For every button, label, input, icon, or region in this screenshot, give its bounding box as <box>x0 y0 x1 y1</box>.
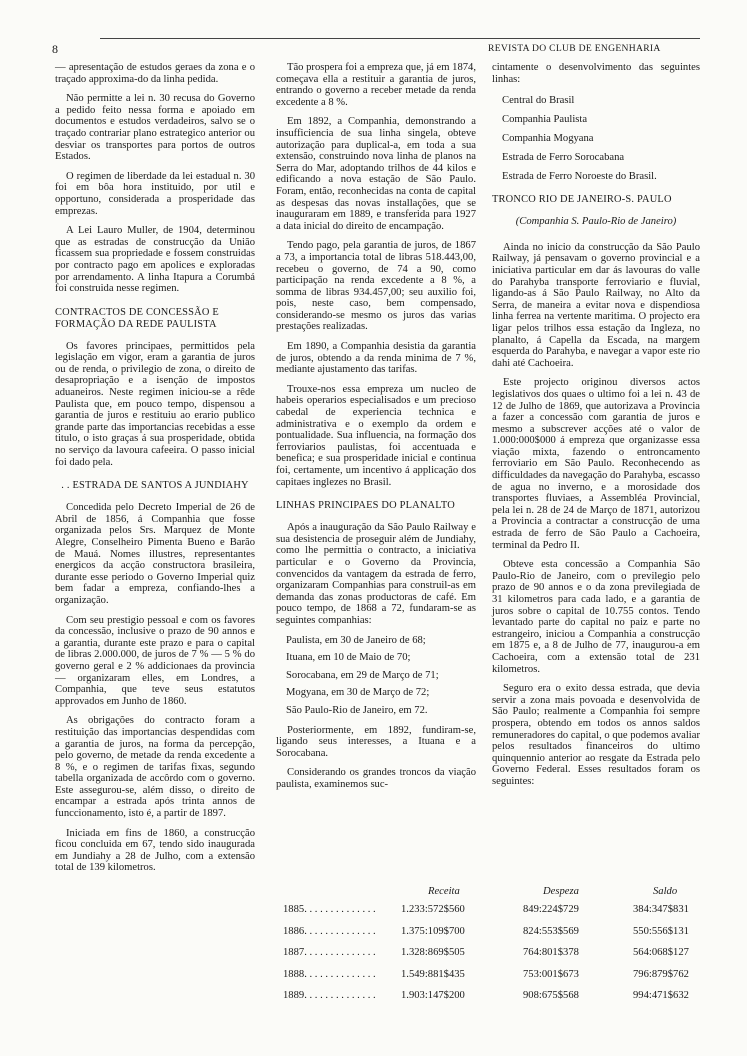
table-row <box>283 904 703 926</box>
cell-despeza: 908:675$568 <box>523 990 579 1002</box>
paragraph: Ainda no inicio da construcção da São Paulo Railway, já pensavam o governo provincial e a iniciativa particular em dar ás lavouras do valle do Parahyba transporte ferroviario e fluvial, ligando-as á São Paulo Railway, no Alto da Serra, de maneira a evitar nova e dispendiosa linha ferrea na vertente maritima. O projecto era ligar pelos trilhos essa estação da Ingleza, no planalto, á Capella da Escada, na margem esquerda do Parahyba, e navegar a vapor este rio dahi até Cachoeira. <box>492 241 700 369</box>
cell-despeza: 849:224$729 <box>523 904 579 915</box>
cell-receita: 1.233:572$560 <box>401 904 465 915</box>
cell-despeza: 764:801$378 <box>523 947 579 959</box>
list-item: Paulista, em 30 de Janeiro de 68; <box>286 634 426 646</box>
cell-saldo: 550:556$131 <box>633 925 689 937</box>
cell-receita: 1.549:881$435 <box>401 968 465 980</box>
table-header <box>283 886 703 904</box>
list-item: Sorocabana, em 29 de Março de 71; <box>286 669 439 681</box>
header-despeza: Despeza <box>543 886 579 897</box>
table-row <box>283 969 703 991</box>
cell-year: 1886. . . . . . . . . . . . . . <box>283 925 376 937</box>
railway-list <box>492 95 700 182</box>
cell-saldo: 564:068$127 <box>633 947 689 959</box>
paragraph: Este projecto originou diversos actos legislativos dos quaes o ultimo foi a lei n. 43 de 12 de Julho de 1869, que autorizava a Provincia a fazer a concessão com garantia de juros e mesmo a subscrever acções até o valor de 1.000:000$000 á empreza que organizasse essa viação mixta, fazendo o entroncamento ferroviario em São Paulo. Reconhecendo as difficuldades da navegação do Parahyba, escasso de agua no inverno, e a morosidade dos transportes fluviaes, a Assembléa Provincial, pela lei n. 28 de 24 de Março de 1871, autorizou a Provincia a contractar a construcção de uma estrada de ferro de São Paulo a Cachoeira, terminal da Pedro II. <box>492 377 700 551</box>
list-item: Ituana, em 10 de Maio de 70; <box>286 652 411 664</box>
list-item: Companhia Paulista <box>502 114 588 126</box>
column-1 <box>55 62 255 882</box>
paragraph: Trouxe-nos essa empreza um nucleo de habeis operarios especialisados e um precioso cabedal de experiencia technica e administrativa e o exemplo da ordem e pontualidade. Sua influencia, na formação dos ferroviarios paulistas, foi accentuada e benefica; e sua prosperidade inicial e continua foi, certamente, um incentivo á applicação dos capitaes inglezes no Brasil. <box>276 383 476 488</box>
table-row <box>283 947 703 969</box>
header-rule <box>100 38 700 39</box>
section-heading: LINHAS PRINCIPAES DO PLANALTO <box>276 500 455 512</box>
paragraph: Obteve esta concessão a Companhia São Paulo-Rio de Janeiro, com o previlegio pelo prazo de 90 annos e o da zona previlegiada de 31 kilometros para cada lado, e a garantia de juros sobre o capital de 10.755 contos. Tendo levantado parte do capital no paiz e parte no estrangeiro, iniciou a Companhia a construcção em 1875 e, a 8 de Julho de 77, inaugurou-a em Cachoeira, com a extensão total de 231 kilometros. <box>492 559 700 675</box>
cell-receita: 1.328:869$505 <box>401 947 465 959</box>
cell-receita: 1.375:109$700 <box>401 925 465 937</box>
company-list <box>276 635 476 717</box>
paragraph: Iniciada em fins de 1860, a construcção ficou concluida em 67, tendo sido inaugurada em Jundiahy a 28 de Julho, com a extensão total de 139 kilometros. <box>55 827 255 874</box>
cell-despeza: 753:001$673 <box>523 968 579 980</box>
header-saldo: Saldo <box>653 886 678 897</box>
cell-year: 1887. . . . . . . . . . . . . . <box>283 947 376 959</box>
paragraph: Posteriormente, em 1892, fundiram-se, ligando seus interesses, a Ituana e a Sorocabana. <box>276 724 476 759</box>
list-item: Estrada de Ferro Noroeste do Brasil. <box>502 171 657 183</box>
paragraph: As obrigações do contracto foram a restituição das importancias despendidas com a garantia de juros, na forma da percepção, pelo governo, de metade da renda excedente a 8 %, e o regimen de tarifas fixas, segundo tabella organizada de accôrdo com o governo. Este assegurou-se, além disso, o direito de encampar a estrada após trinta annos de funccionamento, isto é, a partir de 1897. <box>55 715 255 820</box>
cell-year: 1885. . . . . . . . . . . . . . <box>283 904 376 915</box>
running-header: REVISTA DO CLUB DE ENGENHARIA <box>488 43 661 54</box>
cell-receita: 1.903:147$200 <box>401 990 465 1002</box>
paragraph: Em 1890, a Companhia desistia da garantia de juros, obtendo a da renda minima de 7 %, mediante ajustamento das tarifas. <box>276 341 476 376</box>
paragraph: Concedida pelo Decreto Imperial de 26 de Abril de 1856, á Companhia que fosse organizada pelos Srs. Marquez de Monte Alegre, Conselheiro Pimenta Bueno e Barão de Mauá. Nomes illustres, representantes energicos da acção constructora brasileira, durante esse periodo o Governo Imperial quiz bem fadar a empreza, confiando-lhes a organização. <box>55 502 255 606</box>
paragraph: Após a inauguração da São Paulo Railway e sua desistencia de proseguir além de Jundiahy, como lhe permittia o contracto, a iniciativa particular e o Governo da Provincia, convencidos da vantagem da estrada de ferro, organizaram Companhias para construil-as em demanda das zonas productoras de café. Em pouco tempo, de 1868 a 72, fundaram-se as seguintes companhias: <box>276 522 476 626</box>
header-receita: Receita <box>428 886 460 897</box>
paragraph: Os favores principaes, permittidos pela legislação em vigor, eram a garantia de juros ou de renda, o privilegio de zona, o direito de desapropriação e a isenção de impostos aduaneiros. Neste regimen iniciou-se a rêde Paulista que, em pouco tempo, dispensou a garantia de juros e restituiu ao erario publico grande parte das importancias recebidas a esse titulo, o isto graças á sua prosperidade, obtida no serviço da lavoura cafeeira. O passo inicial foi dado pela. <box>55 340 255 468</box>
paragraph: Tendo pago, pela garantia de juros, de 1867 a 73, a importancia total de libras 518.443,00, recebeu o governo, de 74 a 90, como participação na renda excedente a 8 %, a somma de libras 934.457,00; seu auxilio foi, pois, neste caso, bem compensado, considerando-se mesmo os juros das varias prestações realizadas. <box>276 240 476 333</box>
section-heading: CONTRACTOS DE CONCESSÃO E FORMAÇÃO DA REDE PAULISTA <box>55 306 219 330</box>
cell-saldo: 796:879$762 <box>633 968 689 980</box>
section-heading: TRONCO RIO DE JANEIRO-S. PAULO <box>492 194 672 206</box>
column-2 <box>276 62 476 798</box>
table-row <box>283 926 703 948</box>
paragraph: A Lei Lauro Muller, de 1904, determinou que as estradas de construcção da União ficassem sua propriedade e fossem construidas por contracto pago em apolices e exploradas por arrendamento. A linha Itapura a Corumbá foi construida nesse regimen. <box>55 225 255 295</box>
paragraph: Tão prospera foi a empreza que, já em 1874, começava ella a restituir a garantia de juros, entrando o governo a receber metade da renda excedente a 8 %. <box>276 62 476 108</box>
table-row <box>283 990 703 1012</box>
financial-table <box>283 886 703 1012</box>
cell-year: 1888. . . . . . . . . . . . . . <box>283 968 376 980</box>
paragraph: — apresentação de estudos geraes da zona e o traçado approxima-do da linha pedida. <box>55 62 255 85</box>
cell-saldo: 384:347$831 <box>633 904 689 915</box>
paragraph: cintamente o desenvolvimento das seguintes linhas: <box>492 62 700 85</box>
list-item: São Paulo-Rio de Janeiro, em 72. <box>286 704 428 716</box>
list-item: Central do Brasil <box>502 95 575 107</box>
section-heading: . . ESTRADA DE SANTOS A JUNDIAHY <box>61 480 249 492</box>
list-item: Companhia Mogyana <box>502 133 594 145</box>
paragraph: Considerando os grandes troncos da viação paulista, examinemos suc- <box>276 767 476 790</box>
cell-saldo: 994:471$632 <box>633 990 689 1002</box>
paragraph: Não permitte a lei n. 30 recusa do Governo a pedido feito nessa forma e apoiado em documentos e estudos verdadeiros, salvo se o traçado contrariar plano estrategico anterior ou desviar os transportes para portos de outros Estados. <box>55 93 255 163</box>
paragraph: O regimen de liberdade da lei estadual n. 30 foi em bôa hora instituido, por util e opportuno, considerada a prosperidade das emprezas. <box>55 170 255 217</box>
column-3 <box>492 62 700 796</box>
paragraph: Com seu prestigio pessoal e com os favores da concessão, inclusive o prazo de 90 annos e a garantia, durante este prazo e para o capital de libras 2.000.000, de juros de 7 % — 5 % do governo geral e 2 % addicionaes da provincia — organizaram elles, em Londres, a Companhia, que teve seus estatutos approvados em Junho de 1860. <box>55 614 255 707</box>
paragraph: Seguro era o exito dessa estrada, que devia servir a zona mais povoada e desenvolvida de São Paulo; realmente a Companhia foi sempre prospera, obtendo em todos os annos saldos remuneradores do capital, o que podemos avaliar pelos resultados financeiros do ultimo quinquennio anterior ao resgate da Estrada pelo Governo Federal. Esses resultados foram os seguintes: <box>492 683 700 787</box>
cell-despeza: 824:553$569 <box>523 925 579 937</box>
list-item: Estrada de Ferro Sorocabana <box>502 152 625 164</box>
cell-year: 1889. . . . . . . . . . . . . . <box>283 990 376 1002</box>
list-item: Mogyana, em 30 de Março de 72; <box>286 687 430 699</box>
page-number: 8 <box>52 42 58 56</box>
section-subtitle: (Companhia S. Paulo-Rio de Janeiro) <box>515 216 677 228</box>
paragraph: Em 1892, a Companhia, demonstrando a insufficiencia de sua linha singela, obteve autorização para duplical-a, em toda a sua extensão, construindo nova linha de planos na Serra do Mar, adoptando trilhos de 44 kilos e edificando a nova estação de São Paulo. Foram, então, reconhecidas na conta de capital as despesas das novas installações, que se inauguraram em 1889, e transferida para 1927 a data inicial do direito de encampação. <box>276 116 476 232</box>
